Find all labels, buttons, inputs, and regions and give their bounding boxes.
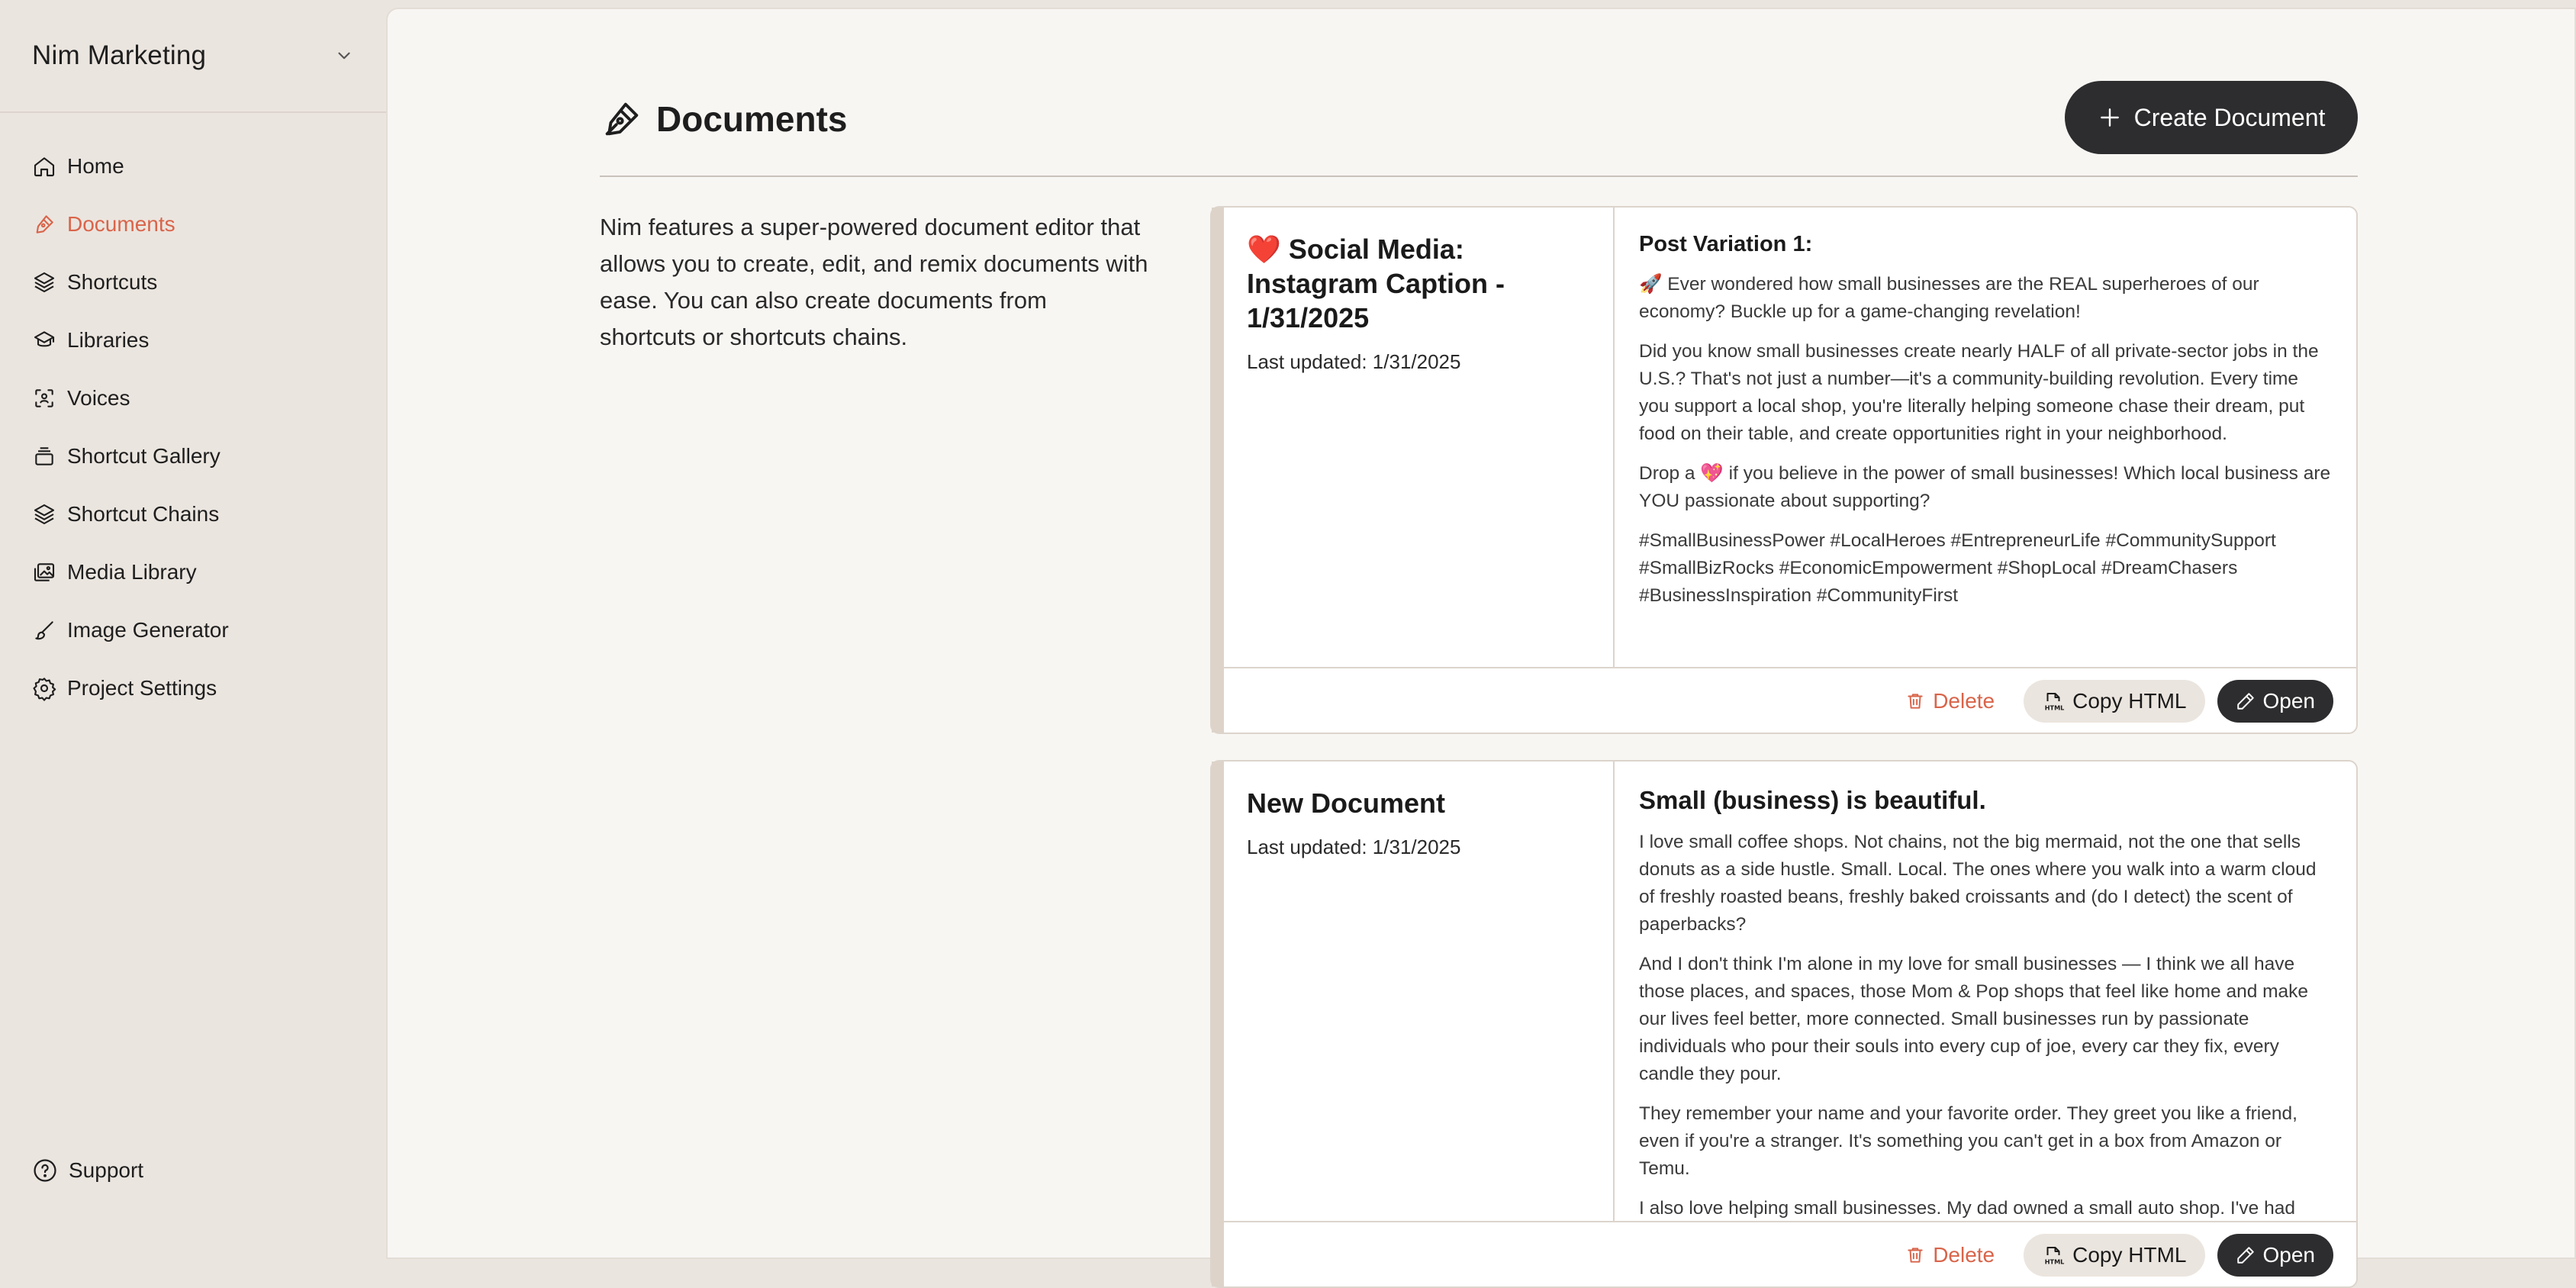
preview-heading: Small (business) is beautiful.	[1639, 786, 1986, 814]
document-meta	[1224, 208, 1615, 667]
page-header	[600, 92, 2358, 177]
copy-html-label: Copy HTML	[2072, 689, 2187, 713]
document-preview	[1615, 762, 2356, 1221]
copy-html-button[interactable]	[2024, 1234, 2204, 1277]
main-panel	[386, 8, 2576, 1267]
support-link[interactable]	[0, 1141, 386, 1199]
sidebar-item-label: Voices	[67, 386, 130, 410]
delete-label: Delete	[1933, 689, 1995, 713]
preview-heading: Post Variation 1:	[1639, 232, 1813, 256]
voice-scan-icon	[32, 386, 56, 411]
preview-paragraph: They remember your name and your favorite order. They greet you like a friend, even if you're a stranger. It's something you can't get in a box from Amazon or Temu.	[1639, 1103, 2297, 1179]
intro-text: Nim features a super-powered document editor that allows you to create, edit, and remix documents with ease. You can also create documents from shortcuts or shortcuts chains.	[600, 214, 1148, 350]
sidebar-item-home[interactable]	[0, 137, 386, 195]
card-actions	[1224, 1221, 2356, 1288]
sidebar-item-label: Shortcut Chains	[67, 502, 220, 526]
copy-html-button[interactable]	[2024, 680, 2204, 723]
card-accent-bar	[1212, 208, 1224, 733]
card-accent-bar	[1212, 762, 1224, 1286]
gallery-icon	[32, 444, 56, 469]
html-file-icon	[2042, 1244, 2065, 1267]
sidebar-item-documents[interactable]	[0, 195, 386, 253]
trash-icon	[1905, 691, 1925, 711]
layers-icon	[32, 270, 56, 295]
open-button[interactable]	[2217, 1234, 2334, 1277]
document-preview	[1615, 208, 2356, 667]
svg-text:HTML: HTML	[2044, 1257, 2065, 1266]
delete-button[interactable]	[1905, 1243, 1995, 1267]
sidebar-item-label: Home	[67, 154, 124, 178]
pencil-icon	[2236, 1245, 2256, 1265]
create-document-button[interactable]	[2065, 81, 2358, 154]
document-updated: Last updated: 1/31/2025	[1247, 836, 1461, 858]
sidebar-item-label: Shortcut Gallery	[67, 444, 221, 468]
html-file-icon	[2042, 690, 2065, 713]
delete-label: Delete	[1933, 1243, 1995, 1267]
sidebar-item-shortcuts[interactable]	[0, 253, 386, 311]
document-card	[1210, 206, 2358, 734]
preview-paragraph: I love small coffee shops. Not chains, not the big mermaid, not the one that sells donuts as a side hustle. Small. Local. The ones where you walk into a warm cloud of freshly roasted beans, freshly baked croissants and (do I detect) the scent of paperbacks?	[1639, 832, 2317, 935]
open-button[interactable]	[2217, 680, 2334, 723]
workspace-switcher[interactable]	[0, 0, 386, 113]
sidebar-item-label: Documents	[67, 212, 175, 236]
preview-paragraph: And I don't think I'm alone in my love for small businesses — I think we all have those places, and spaces, those Mom & Pop shops that feel like home and make our lives feel better, more connected. Small businesses run by passionate individuals who pour their souls into every cup of joe, every car they fix, every candle they pour.	[1639, 954, 2309, 1084]
delete-button[interactable]	[1905, 689, 1995, 713]
preview-paragraph: #SmallBusinessPower #LocalHeroes #EntrepreneurLife #CommunitySupport #SmallBizRocks #EconomicEmpowerment #ShopLocal #DreamChasers #BusinessInspiration #CommunityFirst	[1639, 530, 2276, 606]
preview-paragraph: Did you know small businesses create nearly HALF of all private-sector jobs in the U.S.? That's not just a number—it's a community-building revolution. Every time you support a local shop, you're literally helping someone chase their dream, put food on their table, and create opportunities right in your neighborhood.	[1639, 341, 2319, 444]
document-title[interactable]: ❤️ Social Media: Instagram Caption - 1/31/2025	[1247, 233, 1505, 333]
preview-paragraph: I also love helping small businesses. My dad owned a small auto shop. I've had	[1639, 1198, 2295, 1219]
book-stack-icon	[32, 328, 56, 353]
create-document-label: Create Document	[2133, 103, 2326, 131]
copy-html-label: Copy HTML	[2072, 1243, 2187, 1267]
document-meta	[1224, 762, 1615, 1221]
document-updated: Last updated: 1/31/2025	[1247, 350, 1461, 373]
brush-icon	[32, 618, 56, 642]
sidebar-item-label: Project Settings	[67, 676, 217, 700]
home-icon	[32, 154, 56, 179]
plus-icon	[2098, 105, 2122, 130]
sidebar-nav	[0, 137, 386, 717]
pen-icon	[32, 212, 56, 237]
images-icon	[32, 560, 56, 584]
sidebar-item-label: Libraries	[67, 328, 150, 352]
sidebar-item-shortcut-gallery[interactable]	[0, 427, 386, 485]
title-wrap	[600, 89, 847, 150]
sidebar-item-image-generator[interactable]	[0, 601, 386, 659]
sidebar-item-project-settings[interactable]	[0, 659, 386, 717]
trash-icon	[1905, 1245, 1925, 1265]
sidebar-item-voices[interactable]	[0, 369, 386, 427]
support-label: Support	[69, 1158, 144, 1182]
svg-text:HTML: HTML	[2044, 704, 2065, 712]
chevron-down-icon	[334, 46, 354, 66]
preview-paragraph: Drop a 💖 if you believe in the power of small businesses! Which local business are YOU passionate about supporting?	[1639, 463, 2331, 511]
document-card	[1210, 760, 2358, 1288]
sidebar-item-shortcut-chains[interactable]	[0, 485, 386, 543]
sidebar-item-label: Shortcuts	[67, 270, 158, 294]
sidebar-item-media-library[interactable]	[0, 543, 386, 601]
preview-paragraph: 🚀 Ever wondered how small businesses are the REAL superheroes of our economy? Buckle up for a game-changing revelation!	[1639, 274, 2259, 322]
open-label: Open	[2262, 689, 2315, 713]
workspace-name: Nim Marketing	[32, 40, 207, 70]
pen-icon	[600, 97, 644, 141]
help-circle-icon	[32, 1158, 58, 1183]
pencil-icon	[2236, 691, 2256, 711]
sidebar-item-label: Image Generator	[67, 618, 229, 642]
layers-icon	[32, 502, 56, 526]
gear-icon	[32, 676, 56, 700]
sidebar	[0, 0, 386, 1242]
sidebar-item-label: Media Library	[67, 560, 197, 584]
open-label: Open	[2262, 1243, 2315, 1267]
sidebar-item-libraries[interactable]	[0, 311, 386, 369]
document-title[interactable]: New Document	[1247, 787, 1446, 819]
card-actions	[1224, 667, 2356, 734]
page-title: Documents	[656, 99, 848, 139]
